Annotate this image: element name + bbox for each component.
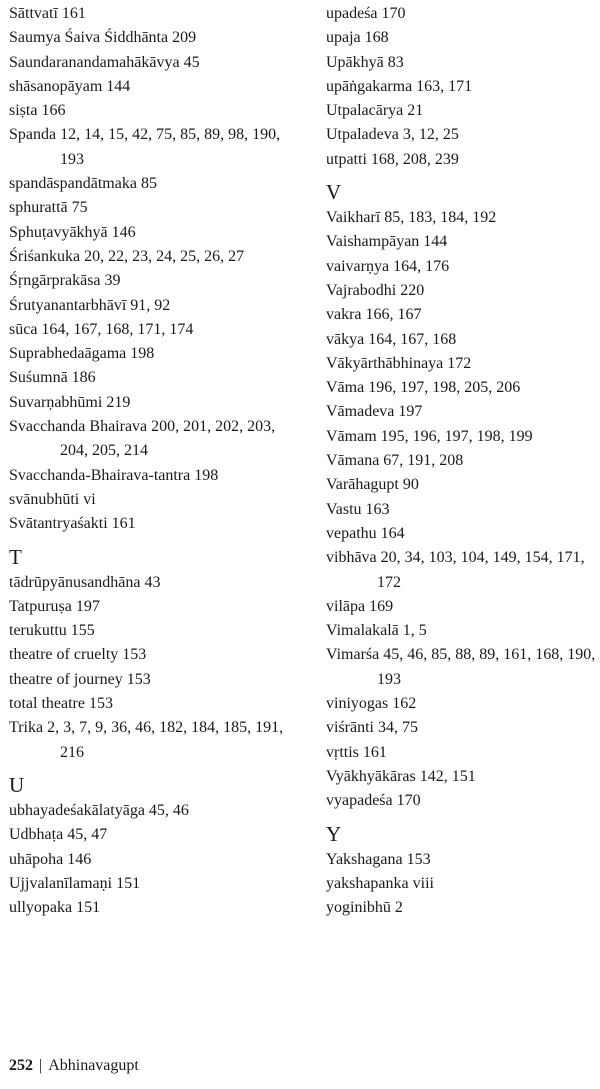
index-entry: Upākhyā 83: [326, 53, 404, 71]
footer-separator: |: [39, 1057, 43, 1074]
index-entry: vakra 166, 167: [326, 306, 422, 324]
index-entry: vṛttis 161: [326, 743, 387, 761]
index-entry: Varāhagupt 90: [326, 476, 419, 494]
index-entry: utpatti 168, 208, 239: [326, 150, 459, 168]
index-entry: siṣta 166: [9, 102, 66, 120]
index-entry: Vākyārthābhinaya 172: [326, 354, 472, 372]
index-entry: spandāspandātmaka 85: [9, 175, 157, 193]
page-footer: [9, 1054, 139, 1078]
index-entry: Vāma 196, 197, 198, 205, 206: [326, 379, 521, 397]
section-letter: Y: [326, 821, 342, 846]
index-entry: vibhāva 20, 34, 103, 104, 149, 154, 171, 172: [326, 549, 585, 591]
index-entry: Vaishampāyan 144: [326, 233, 448, 251]
index-column-left: [9, 2, 299, 920]
index-entry: Śṛngārprakāsa 39: [9, 272, 121, 290]
index-entry: uhāpoha 146: [9, 850, 92, 868]
index-entry: Suśumnā 186: [9, 369, 96, 387]
running-title: Abhinavagupt: [48, 1057, 139, 1074]
index-entry: Suprabhedaāgama 198: [9, 345, 155, 363]
index-entry: Vajrabodhi 220: [326, 281, 425, 299]
index-entry: Ujjvalanīlamaṇi 151: [9, 874, 141, 892]
index-entry: Sāttvatī 161: [9, 5, 86, 22]
index-entry: Saumya Śaiva Śiddhānta 209: [9, 29, 197, 47]
index-entry: Utpalacārya 21: [326, 102, 424, 120]
section-letter: U: [9, 772, 25, 797]
index-entry: Svacchanda Bhairava 200, 201, 202, 203, 204, 205, 214: [9, 418, 276, 460]
index-entry: Svacchanda-Bhairava-tantra 198: [9, 466, 219, 484]
index-entry: upadeśa 170: [326, 5, 406, 22]
index-entry: Vāmana 67, 191, 208: [326, 452, 464, 470]
index-entry: viniyogas 162: [326, 695, 417, 713]
index-entry: Vastu 163: [326, 500, 390, 518]
index-entry: Vāmam 195, 196, 197, 198, 199: [326, 427, 533, 445]
index-entry: Vimarśa 45, 46, 85, 88, 89, 161, 168, 190, 193: [326, 646, 596, 688]
index-entry: Svātantryaśakti 161: [9, 515, 136, 533]
index-entry: vākya 164, 167, 168: [326, 330, 457, 348]
index-entry: sūca 164, 167, 168, 171, 174: [9, 320, 194, 338]
section-letter: T: [9, 544, 22, 569]
index-entry: upāṅgakarma 163, 171: [326, 77, 473, 95]
index-entry: Vaikharī 85, 183, 184, 192: [326, 209, 497, 227]
index-entry: Utpaladeva 3, 12, 25: [326, 126, 459, 144]
index-entry: yakshapanka viii: [326, 874, 434, 892]
index-entry: terukuttu 155: [9, 622, 95, 640]
index-entry: sphurattā 75: [9, 199, 88, 217]
index-entry: Tatpuruṣa 197: [9, 597, 100, 615]
index-entry: vyapadeśa 170: [326, 792, 421, 810]
index-entry: tādrūpyānusandhāna 43: [9, 573, 161, 591]
index-entry: Yakshagana 153: [326, 850, 431, 868]
index-entry: Spanda 12, 14, 15, 42, 75, 85, 89, 98, 190, 193: [9, 126, 281, 168]
index-entry: Suvarṇabhūmi 219: [9, 393, 131, 411]
index-entry: yoginibhū 2: [326, 899, 403, 917]
index-entry: viśrānti 34, 75: [326, 719, 418, 737]
index-entry: vaivarṇya 164, 176: [326, 257, 450, 275]
index-entry: theatre of journey 153: [9, 670, 151, 688]
index-entry: theatre of cruelty 153: [9, 646, 147, 664]
page-number: 252: [9, 1057, 33, 1074]
index-entry: total theatre 153: [9, 695, 113, 713]
index-entry: Udbhaṭa 45, 47: [9, 826, 108, 844]
index-entry: Vimalakalā 1, 5: [326, 622, 427, 640]
index-entry: ullyopaka 151: [9, 899, 101, 917]
index-column-right: [326, 2, 596, 920]
index-entry: vepathu 164: [326, 524, 405, 542]
index-entry: Vyākhyākāras 142, 151: [326, 767, 476, 785]
index-entry: ubhayadeśakālatyāga 45, 46: [9, 801, 189, 819]
index-entry: shāsanopāyam 144: [9, 77, 131, 95]
index-entry: Saundaranandamahākāvya 45: [9, 53, 200, 71]
index-entry: Vāmadeva 197: [326, 403, 423, 421]
section-letter: V: [326, 180, 342, 205]
index-entry: vilāpa 169: [326, 597, 394, 615]
index-entry: upaja 168: [326, 29, 389, 47]
index-entry: Śrutyanantarbhāvī 91, 92: [9, 296, 171, 314]
index-entry: Sphuṭavyākhyā 146: [9, 223, 136, 241]
index-entry: Trika 2, 3, 7, 9, 36, 46, 182, 184, 185, 191, 216: [9, 719, 284, 761]
index-entry: Śriśankuka 20, 22, 23, 24, 25, 26, 27: [9, 247, 245, 265]
index-entry: svānubhūti vi: [9, 490, 96, 508]
